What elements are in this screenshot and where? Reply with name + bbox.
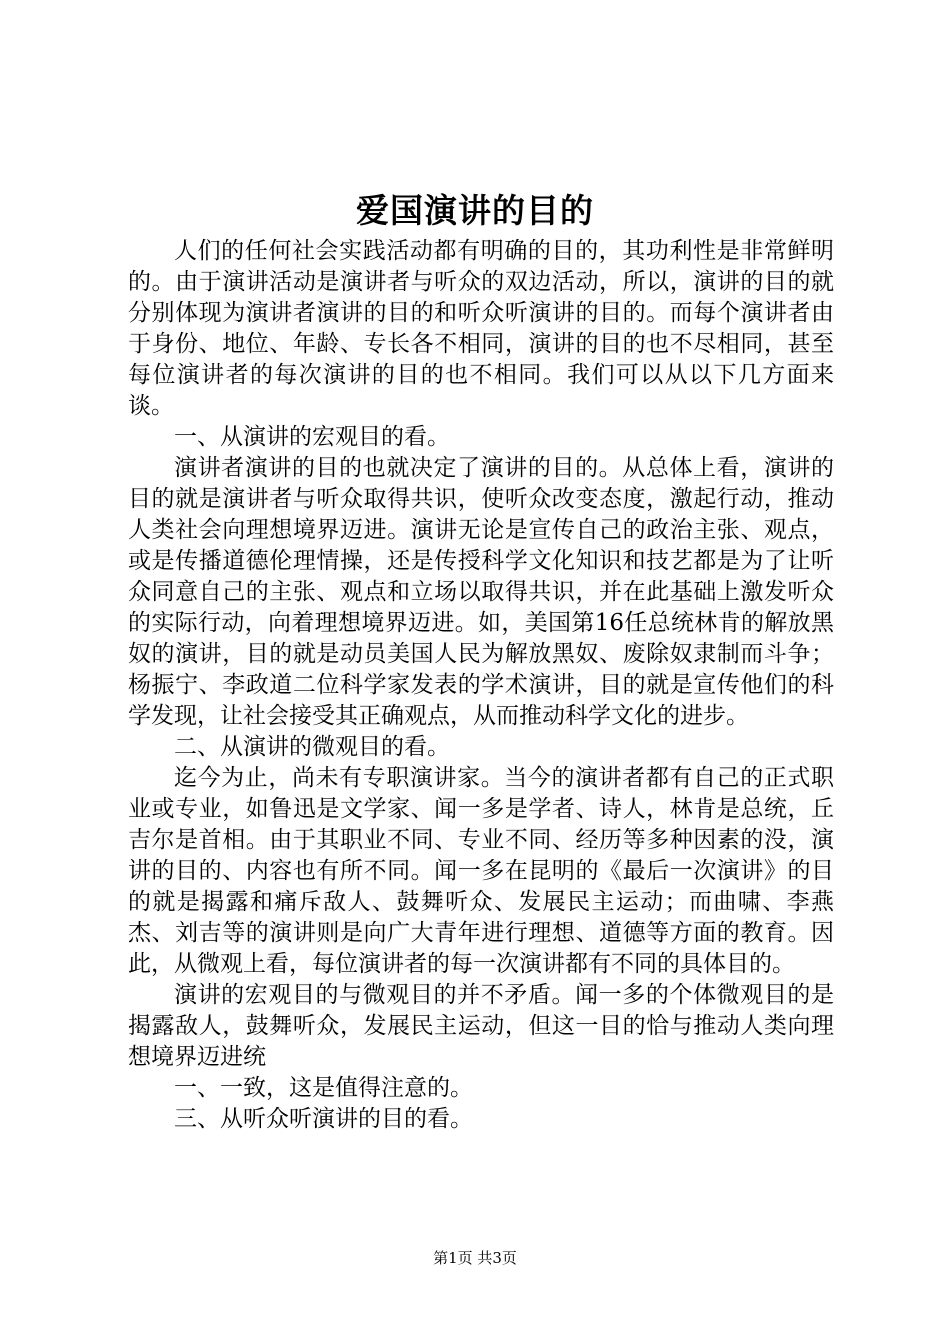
document-title: 爱国演讲的目的 (356, 191, 594, 230)
document-body (128, 236, 834, 1135)
page-footer: 第1页 共3页 (433, 1249, 517, 1267)
paragraph-macro-purpose: 演讲者演讲的目的也就决定了演讲的目的。从总体上看，演讲的目的就是演讲者与听众取得共识，使听众改变态度，激起行动，推动人类社会向理想境界迈进。演讲无论是宣传自己的政治主张、观点，或是传播道德伦理情操，还是传授科学文化知识和技艺都是为了让听众同意自己的主张、观点和立场以取得共识，并在此基础上激发听众的实际行动，向着理想境界迈进。如，美国第16任总统林肯的解放黑奴的演讲，目的就是动员美国人民为解放黑奴、废除奴隶制而斗争；杨振宁、李政道二位科学家发表的学术演讲，目的就是宣传他们的科学发现，让社会接受其正确观点，从而推动科学文化的进步。 (128, 455, 834, 729)
paragraph-consistency: 一、一致，这是值得注意的。 (174, 1075, 473, 1101)
paragraph-no-contradiction: 演讲的宏观目的与微观目的并不矛盾。闻一多的个体微观目的是揭露敌人，鼓舞听众，发展民主运动，但这一目的恰与推动人类向理想境界迈进统 (128, 982, 834, 1070)
heading-micro-purpose: 二、从演讲的微观目的看。 (174, 734, 450, 760)
heading-audience-purpose: 三、从听众听演讲的目的看。 (174, 1106, 473, 1132)
paragraph-micro-purpose: 迄今为止，尚未有专职演讲家。当今的演讲者都有自己的正式职业或专业，如鲁迅是文学家、闻一多是学者、诗人，林肯是总统，丘吉尔是首相。由于其职业不同、专业不同、经历等多种因素的没，演讲的目的、内容也有所不同。闻一多在昆明的《最后一次演讲》的目的就是揭露和痛斥敌人、鼓舞听众、发展民主运动；而曲啸、李燕杰、刘吉等的演讲则是向广大青年进行理想、道德等方面的教育。因此，从微观上看，每位演讲者的每一次演讲都有不同的具体目的。 (128, 765, 834, 977)
paragraph-intro: 人们的任何社会实践活动都有明确的目的，其功利性是非常鲜明的。由于演讲活动是演讲者与听众的双边活动，所以，演讲的目的就分别体现为演讲者演讲的目的和听众听演讲的目的。而每个演讲者由于身份、地位、年龄、专长各不相同，演讲的目的也不尽相同，甚至每位演讲者的每次演讲的目的也不相同。我们可以从以下几方面来谈。 (128, 238, 834, 419)
heading-macro-purpose: 一、从演讲的宏观目的看。 (174, 424, 450, 450)
